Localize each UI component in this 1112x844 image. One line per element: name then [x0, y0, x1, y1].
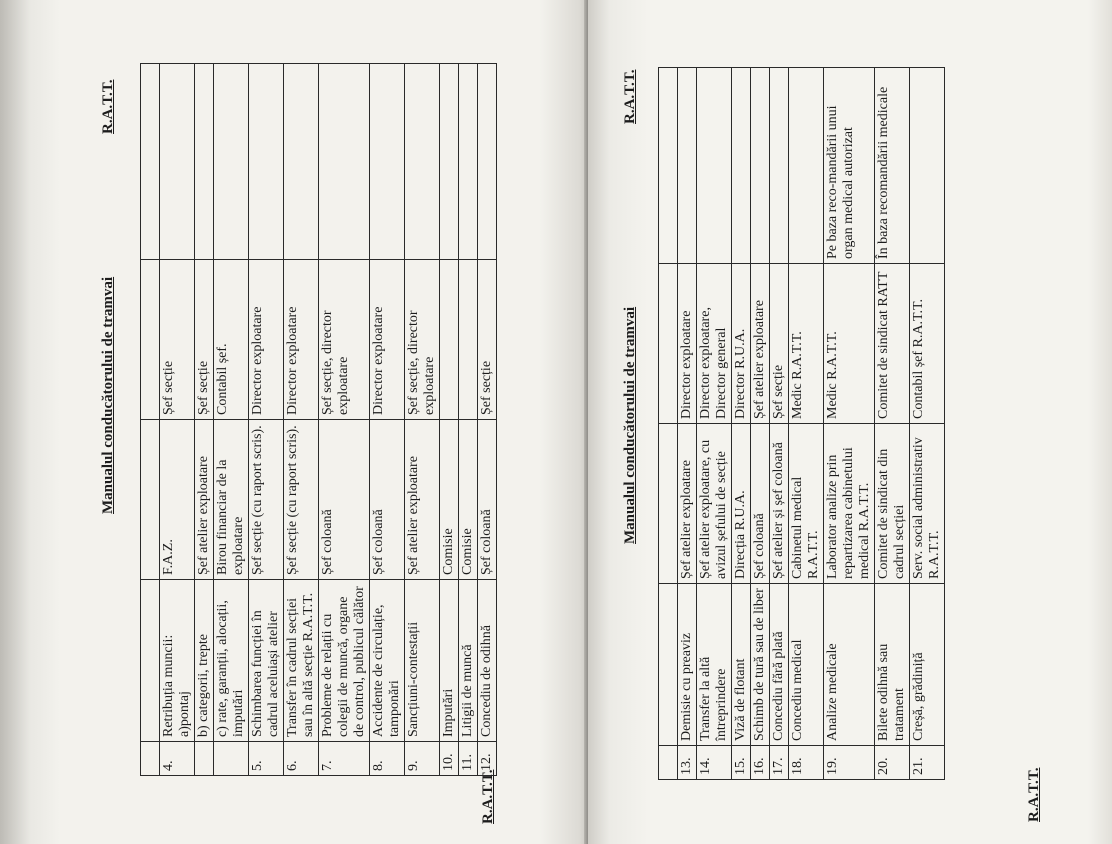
table-cell-nr	[659, 746, 678, 780]
table-cell-nr: 8.	[370, 742, 405, 776]
table-cell-col3: Șef secție	[195, 260, 214, 420]
table-cell-col1: Accidente de circulație, tamponări	[370, 580, 405, 742]
table-cell-col1: Concediu medical	[789, 584, 824, 746]
table-cell-nr: 17.	[770, 746, 789, 780]
table-cell-col1: Concediu fără plată	[770, 584, 789, 746]
table-row	[141, 64, 160, 776]
table-cell-col2: Șef secție (cu raport scris).	[284, 420, 319, 580]
table-row	[459, 64, 478, 776]
table-cell-col1	[659, 584, 678, 746]
table-cell-nr: 9.	[405, 742, 440, 776]
table-cell-col2: Comisie	[459, 420, 478, 580]
table-cell-nr: 20.	[875, 746, 910, 780]
table-cell-col1: Bilete odihnă sau tratament	[875, 584, 910, 746]
table-cell-col4	[195, 64, 214, 260]
table-cell-col1: Demisie cu preaviz	[678, 584, 697, 746]
table-cell-nr	[141, 742, 160, 776]
table-cell-col1: Litigii de muncă	[459, 580, 478, 742]
table-row	[370, 64, 405, 776]
table-cell-nr: 14.	[697, 746, 732, 780]
table-cell-col1: Analize medicale	[824, 584, 875, 746]
table-cell-col3: Director exploatare	[678, 264, 697, 424]
table-cell-col1	[141, 580, 160, 742]
table-cell-col4	[910, 68, 945, 264]
right-page-content	[588, 0, 1112, 844]
table-cell-col2: Cabinetul medical R.A.T.T.	[789, 424, 824, 584]
right-page	[588, 0, 1112, 844]
table-cell-col4	[284, 64, 319, 260]
table-cell-col3: Comitet de sindicat RATT	[875, 264, 910, 424]
table-cell-col3: Șef atelier exploatare	[751, 264, 770, 424]
table-cell-col2: Șef atelier exploatare	[195, 420, 214, 580]
right-header-title: Manualul conducătorului de tramvai	[622, 306, 638, 544]
table-cell-col3: Contabil șef.	[214, 260, 249, 420]
right-header-right: R.A.T.T.	[622, 69, 638, 124]
table-cell-col3	[659, 264, 678, 424]
table-cell-col4	[214, 64, 249, 260]
table-cell-col4	[751, 68, 770, 264]
table-row	[732, 68, 751, 780]
table-cell-col1: Transfer la altă întreprindere	[697, 584, 732, 746]
table-cell-col4	[770, 68, 789, 264]
table-cell-col3: Director exploatare, Director general	[697, 264, 732, 424]
table-cell-col1: Creșă, grădiniță	[910, 584, 945, 746]
table-cell-col2: Comitet de sindicat din cadrul secției	[875, 424, 910, 584]
table-cell-nr: 6.	[284, 742, 319, 776]
table-cell-col4	[440, 64, 459, 260]
table-cell-nr: 11.	[459, 742, 478, 776]
table-row	[478, 64, 497, 776]
table-cell-col2: Birou financiar de la exploatare	[214, 420, 249, 580]
left-header-right: R.A.T.T.	[100, 79, 116, 134]
table-cell-col3: Șef secție	[770, 264, 789, 424]
table-cell-nr: 12.	[478, 742, 497, 776]
table-row	[214, 64, 249, 776]
table-cell-col2: Șef coloană	[319, 420, 370, 580]
table-cell-col1: Schimbarea funcției în cadrul aceluiași atelier	[249, 580, 284, 742]
table-row	[319, 64, 370, 776]
table-cell-col2	[659, 424, 678, 584]
table-row	[697, 68, 732, 780]
table-cell-col4: În baza recomandării medicale	[875, 68, 910, 264]
table-cell-nr: 21.	[910, 746, 945, 780]
table-row	[659, 68, 678, 780]
table-row	[249, 64, 284, 776]
table-cell-col1: Viză de flotant	[732, 584, 751, 746]
table-cell-col4: Pe baza reco-mandării unui organ medical autorizat	[824, 68, 875, 264]
table-cell-col4	[478, 64, 497, 260]
table-cell-nr: 7.	[319, 742, 370, 776]
table-cell-col4	[141, 64, 160, 260]
table-cell-col3: Șef secție	[160, 260, 195, 420]
table-cell-col1: Imputări	[440, 580, 459, 742]
table-row	[910, 68, 945, 780]
table-cell-col1: Schimb de tură sau de liber	[751, 584, 770, 746]
table-cell-col4	[459, 64, 478, 260]
table-cell-col3: Medic R.A.T.T.	[789, 264, 824, 424]
left-header-title: Manualul conducătorului de tramvai	[100, 276, 116, 514]
table-cell-col2: Șef atelier și șef coloană	[770, 424, 789, 584]
table-cell-col3	[440, 260, 459, 420]
table-row	[440, 64, 459, 776]
table-row	[405, 64, 440, 776]
table-cell-col2: Șef coloană	[370, 420, 405, 580]
right-table	[658, 67, 945, 780]
table-cell-col2: Comisie	[440, 420, 459, 580]
left-header-left: R.A.T.T.	[480, 769, 496, 824]
table-cell-nr: 13.	[678, 746, 697, 780]
table-cell-col2: F.A.Z.	[160, 420, 195, 580]
table-cell-nr: 4.	[160, 742, 195, 776]
table-cell-col3: Șef secție, director exploatare	[319, 260, 370, 420]
table-cell-nr: 18.	[789, 746, 824, 780]
table-cell-col2: Șef atelier exploatare, cu avizul șefului de secție	[697, 424, 732, 584]
table-cell-col3: Director exploatare	[370, 260, 405, 420]
table-cell-col2: Șef coloană	[751, 424, 770, 584]
table-cell-col2: Șef atelier exploatare	[405, 420, 440, 580]
table-cell-col2: Serv. social administrativ R.A.T.T.	[910, 424, 945, 584]
table-cell-nr: 16.	[751, 746, 770, 780]
table-cell-col3: Director exploatare	[249, 260, 284, 420]
table-cell-nr: 15.	[732, 746, 751, 780]
table-cell-col3: Director R.U.A.	[732, 264, 751, 424]
table-cell-col1: Retribuția muncii: a)pontaj	[160, 580, 195, 742]
table-cell-col3: Medic R.A.T.T.	[824, 264, 875, 424]
table-cell-col1: Transfer în cadrul secției sau în altă secție R.A.T.T.	[284, 580, 319, 742]
table-row	[160, 64, 195, 776]
right-header-left: R.A.T.T.	[1026, 767, 1042, 822]
table-cell-col4	[160, 64, 195, 260]
table-cell-col4	[405, 64, 440, 260]
table-cell-col2	[141, 420, 160, 580]
table-cell-col3: Contabil șef R.A.T.T.	[910, 264, 945, 424]
table-cell-col1: Concediu de odihnă	[478, 580, 497, 742]
table-cell-col3	[141, 260, 160, 420]
table-cell-col4	[789, 68, 824, 264]
table-cell-col4	[678, 68, 697, 264]
table-cell-col2: Direcția R.U.A.	[732, 424, 751, 584]
table-cell-col2: Laborator analize prin repartizarea cabinetului medical R.A.T.T.	[824, 424, 875, 584]
table-row	[751, 68, 770, 780]
table-row	[284, 64, 319, 776]
table-cell-col4	[370, 64, 405, 260]
table-row	[195, 64, 214, 776]
table-cell-col4	[732, 68, 751, 264]
table-cell-col1: b) categorii, trepte	[195, 580, 214, 742]
table-cell-col3: Șef secție	[478, 260, 497, 420]
table-cell-col4	[319, 64, 370, 260]
table-row	[678, 68, 697, 780]
table-cell-nr: 10.	[440, 742, 459, 776]
table-cell-nr	[195, 742, 214, 776]
table-row	[789, 68, 824, 780]
table-cell-col1: c) rate, garanții, alocații, imputări	[214, 580, 249, 742]
table-cell-nr: 5.	[249, 742, 284, 776]
table-row	[824, 68, 875, 780]
table-cell-nr	[214, 742, 249, 776]
left-table	[140, 63, 497, 776]
table-cell-col4	[249, 64, 284, 260]
table-cell-col3	[459, 260, 478, 420]
table-cell-col2: Șef secție (cu raport scris).	[249, 420, 284, 580]
table-cell-col3: Director exploatare	[284, 260, 319, 420]
table-cell-col1: Sancțiuni-contestații	[405, 580, 440, 742]
table-cell-col2: Șef atelier exploatare	[678, 424, 697, 584]
table-cell-nr: 19.	[824, 746, 875, 780]
table-row	[770, 68, 789, 780]
table-cell-col1: Probleme de relații cu colegii de muncă, organe de control, publicul călător	[319, 580, 370, 742]
table-cell-col4	[697, 68, 732, 264]
table-row	[875, 68, 910, 780]
table-cell-col4	[659, 68, 678, 264]
table-cell-col2: Șef coloană	[478, 420, 497, 580]
table-cell-col3: Șef secție, director exploatare	[405, 260, 440, 420]
